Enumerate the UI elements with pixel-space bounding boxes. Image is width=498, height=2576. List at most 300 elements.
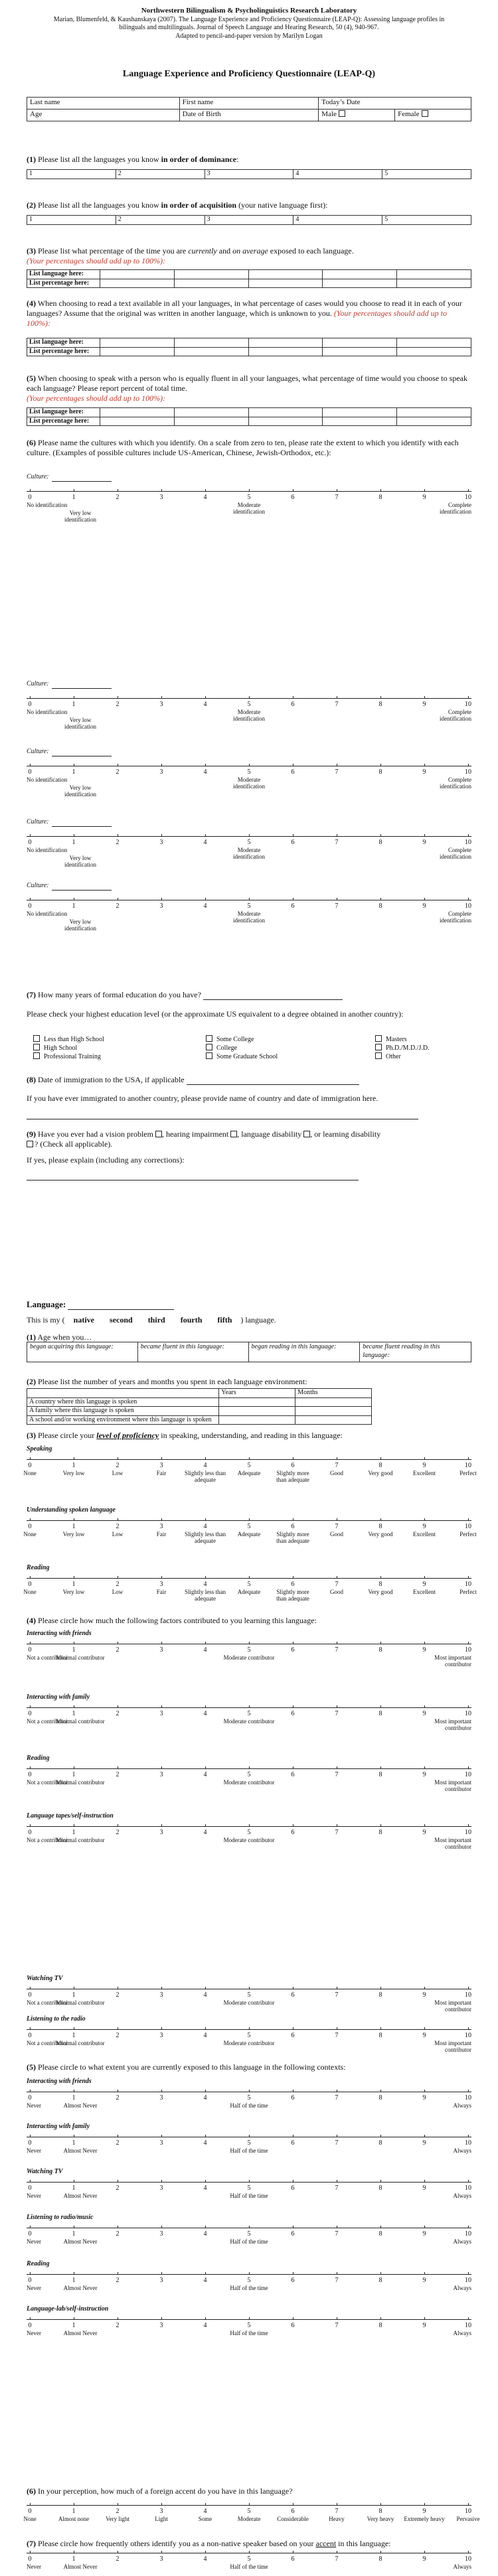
scale-number[interactable]: 10 <box>465 1523 471 1530</box>
scale-number[interactable]: 3 <box>159 2230 163 2238</box>
edu-option[interactable]: High School <box>33 1044 77 1053</box>
scale-number[interactable]: 5 <box>247 2032 251 2039</box>
education-years-input[interactable] <box>203 999 343 1000</box>
scale-number[interactable]: 0 <box>28 1771 32 1778</box>
scale-number[interactable]: 2 <box>116 2139 120 2147</box>
q4-cell[interactable] <box>397 347 471 356</box>
scale-number[interactable]: 3 <box>159 1523 163 1530</box>
culture-input[interactable] <box>52 688 112 689</box>
scale-number[interactable]: 2 <box>116 2277 120 2284</box>
scale-number[interactable]: 10 <box>465 1581 471 1588</box>
q2-cell[interactable]: 2 <box>116 216 205 225</box>
scale-number[interactable]: 2 <box>116 2230 120 2238</box>
scale-number[interactable]: 10 <box>465 2094 471 2102</box>
scale-number[interactable]: 7 <box>335 2139 339 2147</box>
scale-number[interactable]: 1 <box>72 902 76 910</box>
scale-number[interactable]: 3 <box>159 1710 163 1717</box>
scale-number[interactable]: 10 <box>465 1991 471 1999</box>
scale-number[interactable]: 5 <box>247 1523 251 1530</box>
scale-number[interactable]: 4 <box>203 2139 207 2147</box>
scale-number[interactable]: 7 <box>335 1462 339 1469</box>
scale-number[interactable]: 2 <box>116 1462 120 1469</box>
age-began-acquiring[interactable]: began acquiring this language: <box>27 1342 138 1362</box>
q3-cell[interactable] <box>174 270 248 279</box>
scale-number[interactable]: 0 <box>28 494 32 501</box>
scale-number[interactable]: 5 <box>247 1581 251 1588</box>
scale-number[interactable]: 4 <box>203 1829 207 1836</box>
scale-number[interactable]: 8 <box>378 1581 382 1588</box>
scale-number[interactable]: 7 <box>335 2277 339 2284</box>
scale-number[interactable]: 2 <box>116 2322 120 2329</box>
scale-number[interactable]: 2 <box>116 1523 120 1530</box>
q2-cell[interactable]: 4 <box>293 216 382 225</box>
scale-number[interactable]: 6 <box>291 1771 295 1778</box>
q3-cell[interactable] <box>100 279 174 288</box>
scale-number[interactable]: 1 <box>72 2184 76 2192</box>
scale-number[interactable]: 5 <box>247 2555 251 2563</box>
dob-field[interactable]: Date of Birth <box>179 109 319 121</box>
q5-cell[interactable] <box>100 408 174 417</box>
scale-number[interactable]: 6 <box>291 1710 295 1717</box>
q5-cell[interactable] <box>248 417 323 426</box>
scale-number[interactable]: 3 <box>159 2094 163 2102</box>
scale-number[interactable]: 4 <box>203 1523 207 1530</box>
scale-number[interactable]: 8 <box>378 701 382 708</box>
scale-number[interactable]: 3 <box>159 2508 163 2515</box>
scale-number[interactable]: 9 <box>422 1829 426 1836</box>
scale-number[interactable]: 6 <box>291 2094 295 2102</box>
scale-number[interactable]: 8 <box>378 1646 382 1654</box>
env-years-cell[interactable] <box>219 1407 295 1416</box>
q4-cell[interactable] <box>174 338 248 348</box>
scale-number[interactable]: 9 <box>422 902 426 910</box>
first-name-field[interactable]: First name <box>179 98 319 109</box>
scale-number[interactable]: 9 <box>422 2508 426 2515</box>
scale-number[interactable]: 4 <box>203 839 207 846</box>
scale-number[interactable]: 4 <box>203 2032 207 2039</box>
scale-number[interactable]: 7 <box>335 1991 339 1999</box>
scale-number[interactable]: 6 <box>291 2508 295 2515</box>
scale-number[interactable]: 9 <box>422 2230 426 2238</box>
scale-number[interactable]: 0 <box>28 1462 32 1469</box>
scale-number[interactable]: 10 <box>465 1771 471 1778</box>
scale-number[interactable]: 6 <box>291 902 295 910</box>
scale-number[interactable]: 1 <box>72 2094 76 2102</box>
q4-cell[interactable] <box>174 347 248 356</box>
scale-number[interactable]: 3 <box>159 1991 163 1999</box>
scale-number[interactable]: 6 <box>291 494 295 501</box>
scale-number[interactable]: 2 <box>116 2555 120 2563</box>
scale-number[interactable]: 1 <box>72 2322 76 2329</box>
scale-number[interactable]: 6 <box>291 1646 295 1654</box>
scale-number[interactable]: 2 <box>116 2184 120 2192</box>
scale-number[interactable]: 6 <box>291 2555 295 2563</box>
scale-number[interactable]: 5 <box>247 2230 251 2238</box>
scale-number[interactable]: 1 <box>72 2032 76 2039</box>
scale-number[interactable]: 4 <box>203 2277 207 2284</box>
env-months-cell[interactable] <box>295 1397 372 1407</box>
env-months-cell[interactable] <box>295 1407 372 1416</box>
q2-cell[interactable]: 5 <box>382 216 471 225</box>
scale-number[interactable]: 9 <box>422 2277 426 2284</box>
scale-number[interactable]: 10 <box>465 2555 471 2563</box>
scale-number[interactable]: 0 <box>28 2184 32 2192</box>
female-checkbox[interactable] <box>422 110 428 117</box>
scale-number[interactable]: 2 <box>116 902 120 910</box>
scale-number[interactable]: 3 <box>159 902 163 910</box>
scale-number[interactable]: 2 <box>116 701 120 708</box>
q4-cell[interactable] <box>248 338 323 348</box>
scale-number[interactable]: 0 <box>28 839 32 846</box>
q5-cell[interactable] <box>174 417 248 426</box>
age-field[interactable]: Age <box>27 109 180 121</box>
edu-option[interactable]: Other <box>375 1052 401 1062</box>
scale-number[interactable]: 6 <box>291 1991 295 1999</box>
scale-number[interactable]: 7 <box>335 2184 339 2192</box>
scale-number[interactable]: 5 <box>247 1462 251 1469</box>
culture-input[interactable] <box>52 481 112 482</box>
edu-option[interactable]: Masters <box>375 1035 407 1044</box>
scale-number[interactable]: 10 <box>465 701 471 708</box>
scale-number[interactable]: 0 <box>28 1829 32 1836</box>
scale-number[interactable]: 8 <box>378 1771 382 1778</box>
scale-number[interactable]: 8 <box>378 839 382 846</box>
scale-number[interactable]: 8 <box>378 2322 382 2329</box>
scale-number[interactable]: 10 <box>465 1646 471 1654</box>
scale-number[interactable]: 3 <box>159 1462 163 1469</box>
ordinal-fourth[interactable]: fourth <box>180 1315 203 1324</box>
scale-number[interactable]: 1 <box>72 2230 76 2238</box>
scale-number[interactable]: 7 <box>335 1771 339 1778</box>
q5-cell[interactable] <box>323 417 397 426</box>
q2-cell[interactable]: 3 <box>205 216 293 225</box>
q4-cell[interactable] <box>248 347 323 356</box>
scale-number[interactable]: 7 <box>335 902 339 910</box>
scale-number[interactable]: 1 <box>72 1771 76 1778</box>
q1-cell[interactable]: 1 <box>27 170 116 179</box>
scale-number[interactable]: 10 <box>465 1710 471 1717</box>
scale-number[interactable]: 10 <box>465 768 471 776</box>
scale-number[interactable]: 4 <box>203 494 207 501</box>
male-option[interactable]: Male <box>319 109 395 121</box>
scale-number[interactable]: 9 <box>422 1523 426 1530</box>
scale-number[interactable]: 0 <box>28 1710 32 1717</box>
q2-cell[interactable]: 1 <box>27 216 116 225</box>
scale-number[interactable]: 0 <box>28 701 32 708</box>
scale-number[interactable]: 10 <box>465 2322 471 2329</box>
scale-number[interactable]: 4 <box>203 2555 207 2563</box>
scale-number[interactable]: 0 <box>28 2277 32 2284</box>
scale-number[interactable]: 7 <box>335 2555 339 2563</box>
scale-number[interactable]: 1 <box>72 1710 76 1717</box>
scale-number[interactable]: 9 <box>422 1581 426 1588</box>
scale-number[interactable]: 3 <box>159 839 163 846</box>
q1-cell[interactable]: 5 <box>382 170 471 179</box>
scale-number[interactable]: 9 <box>422 768 426 776</box>
scale-number[interactable]: 7 <box>335 839 339 846</box>
q3-cell[interactable] <box>248 270 323 279</box>
scale-number[interactable]: 8 <box>378 2555 382 2563</box>
scale-number[interactable]: 2 <box>116 2032 120 2039</box>
scale-number[interactable]: 8 <box>378 1523 382 1530</box>
scale-number[interactable]: 9 <box>422 2094 426 2102</box>
scale-number[interactable]: 1 <box>72 2139 76 2147</box>
age-fluent-reading[interactable]: became fluent reading in this language: <box>360 1342 471 1362</box>
scale-number[interactable]: 0 <box>28 2139 32 2147</box>
scale-number[interactable]: 10 <box>465 2184 471 2192</box>
ordinal-fifth[interactable]: fifth <box>217 1315 232 1324</box>
male-checkbox[interactable] <box>339 110 345 117</box>
q5-cell[interactable] <box>100 417 174 426</box>
scale-number[interactable]: 0 <box>28 1991 32 1999</box>
scale-number[interactable]: 0 <box>28 1646 32 1654</box>
scale-number[interactable]: 0 <box>28 768 32 776</box>
q3-cell[interactable] <box>248 279 323 288</box>
scale-number[interactable]: 5 <box>247 1771 251 1778</box>
scale-number[interactable]: 6 <box>291 2230 295 2238</box>
scale-number[interactable]: 4 <box>203 1991 207 1999</box>
scale-number[interactable]: 7 <box>335 701 339 708</box>
scale-number[interactable]: 9 <box>422 2139 426 2147</box>
scale-number[interactable]: 3 <box>159 2184 163 2192</box>
scale-number[interactable]: 6 <box>291 2277 295 2284</box>
scale-number[interactable]: 8 <box>378 2277 382 2284</box>
scale-number[interactable]: 8 <box>378 2184 382 2192</box>
scale-number[interactable]: 5 <box>247 1991 251 1999</box>
scale-number[interactable]: 5 <box>247 902 251 910</box>
scale-number[interactable]: 0 <box>28 1523 32 1530</box>
scale-number[interactable]: 7 <box>335 1523 339 1530</box>
q3-cell[interactable] <box>397 270 471 279</box>
scale-number[interactable]: 8 <box>378 2032 382 2039</box>
scale-number[interactable]: 2 <box>116 1710 120 1717</box>
scale-number[interactable]: 4 <box>203 1646 207 1654</box>
scale-number[interactable]: 1 <box>72 2277 76 2284</box>
scale-number[interactable]: 8 <box>378 1991 382 1999</box>
last-name-field[interactable]: Last name <box>27 98 180 109</box>
scale-number[interactable]: 5 <box>247 1710 251 1717</box>
scale-number[interactable]: 3 <box>159 2555 163 2563</box>
scale-number[interactable]: 5 <box>247 839 251 846</box>
scale-number[interactable]: 1 <box>72 1581 76 1588</box>
scale-number[interactable]: 3 <box>159 1829 163 1836</box>
scale-number[interactable]: 5 <box>247 768 251 776</box>
scale-number[interactable]: 3 <box>159 768 163 776</box>
scale-number[interactable]: 7 <box>335 494 339 501</box>
scale-number[interactable]: 3 <box>159 2322 163 2329</box>
scale-number[interactable]: 4 <box>203 768 207 776</box>
scale-number[interactable]: 10 <box>465 2277 471 2284</box>
scale-number[interactable]: 2 <box>116 2094 120 2102</box>
scale-number[interactable]: 2 <box>116 2508 120 2515</box>
scale-number[interactable]: 8 <box>378 494 382 501</box>
q1-cell[interactable]: 4 <box>293 170 382 179</box>
scale-number[interactable]: 7 <box>335 2230 339 2238</box>
q1-cell[interactable]: 3 <box>205 170 293 179</box>
scale-number[interactable]: 2 <box>116 1829 120 1836</box>
scale-number[interactable]: 5 <box>247 494 251 501</box>
scale-number[interactable]: 5 <box>247 2139 251 2147</box>
scale-number[interactable]: 3 <box>159 2277 163 2284</box>
scale-number[interactable]: 4 <box>203 1581 207 1588</box>
hearing-checkbox[interactable] <box>230 1131 237 1137</box>
scale-number[interactable]: 9 <box>422 2555 426 2563</box>
q5-cell[interactable] <box>397 417 471 426</box>
scale-number[interactable]: 0 <box>28 2508 32 2515</box>
q5-cell[interactable] <box>397 408 471 417</box>
scale-number[interactable]: 8 <box>378 2094 382 2102</box>
q4-cell[interactable] <box>100 347 174 356</box>
language-disability-checkbox[interactable] <box>303 1131 310 1137</box>
scale-number[interactable]: 0 <box>28 2555 32 2563</box>
scale-number[interactable]: 9 <box>422 1771 426 1778</box>
learning-disability-checkbox[interactable] <box>27 1141 33 1147</box>
scale-number[interactable]: 10 <box>465 1829 471 1836</box>
scale-number[interactable]: 6 <box>291 1462 295 1469</box>
scale-number[interactable]: 10 <box>465 494 471 501</box>
q5-cell[interactable] <box>323 408 397 417</box>
scale-number[interactable]: 8 <box>378 2508 382 2515</box>
scale-number[interactable]: 2 <box>116 768 120 776</box>
scale-number[interactable]: 6 <box>291 2322 295 2329</box>
scale-number[interactable]: 1 <box>72 768 76 776</box>
scale-number[interactable]: 0 <box>28 2094 32 2102</box>
scale-number[interactable]: 2 <box>116 1646 120 1654</box>
scale-number[interactable]: 5 <box>247 1646 251 1654</box>
scale-number[interactable]: 3 <box>159 1646 163 1654</box>
scale-number[interactable]: 9 <box>422 839 426 846</box>
scale-number[interactable]: 6 <box>291 768 295 776</box>
scale-number[interactable]: 3 <box>159 1581 163 1588</box>
q4-cell[interactable] <box>323 338 397 348</box>
scale-number[interactable]: 6 <box>291 2184 295 2192</box>
scale-number[interactable]: 10 <box>465 2139 471 2147</box>
todays-date-field[interactable]: Today’s Date <box>319 98 471 109</box>
scale-number[interactable]: 10 <box>465 1462 471 1469</box>
scale-number[interactable]: 6 <box>291 701 295 708</box>
scale-number[interactable]: 9 <box>422 2322 426 2329</box>
q4-cell[interactable] <box>397 338 471 348</box>
scale-number[interactable]: 10 <box>465 839 471 846</box>
scale-number[interactable]: 10 <box>465 902 471 910</box>
scale-number[interactable]: 0 <box>28 1581 32 1588</box>
scale-number[interactable]: 1 <box>72 494 76 501</box>
q9-answer-line[interactable] <box>27 1180 359 1181</box>
scale-number[interactable]: 5 <box>247 2508 251 2515</box>
scale-number[interactable]: 9 <box>422 1991 426 1999</box>
scale-number[interactable]: 1 <box>72 1462 76 1469</box>
age-began-reading[interactable]: began reading in this language: <box>248 1342 360 1362</box>
culture-input[interactable] <box>52 890 112 891</box>
scale-number[interactable]: 5 <box>247 2277 251 2284</box>
scale-number[interactable]: 5 <box>247 2322 251 2329</box>
scale-number[interactable]: 3 <box>159 1771 163 1778</box>
scale-number[interactable]: 8 <box>378 1829 382 1836</box>
scale-number[interactable]: 8 <box>378 1710 382 1717</box>
scale-number[interactable]: 0 <box>28 2322 32 2329</box>
scale-number[interactable]: 1 <box>72 1829 76 1836</box>
scale-number[interactable]: 1 <box>72 1646 76 1654</box>
scale-number[interactable]: 10 <box>465 2508 471 2515</box>
culture-input[interactable] <box>52 826 112 827</box>
scale-number[interactable]: 8 <box>378 902 382 910</box>
scale-number[interactable]: 2 <box>116 1771 120 1778</box>
scale-number[interactable]: 8 <box>378 2139 382 2147</box>
scale-number[interactable]: 5 <box>247 1829 251 1836</box>
scale-number[interactable]: 2 <box>116 1581 120 1588</box>
scale-number[interactable]: 9 <box>422 2184 426 2192</box>
scale-number[interactable]: 7 <box>335 1646 339 1654</box>
age-fluent[interactable]: became fluent in this language: <box>137 1342 248 1362</box>
scale-number[interactable]: 9 <box>422 494 426 501</box>
scale-number[interactable]: 0 <box>28 902 32 910</box>
scale-number[interactable]: 7 <box>335 1581 339 1588</box>
scale-number[interactable]: 8 <box>378 1462 382 1469</box>
female-option[interactable]: Female <box>395 109 471 121</box>
scale-number[interactable]: 0 <box>28 2230 32 2238</box>
scale-number[interactable]: 0 <box>28 2032 32 2039</box>
q3-cell[interactable] <box>323 270 397 279</box>
scale-number[interactable]: 9 <box>422 701 426 708</box>
language-name-input[interactable] <box>68 1309 174 1310</box>
scale-number[interactable]: 9 <box>422 2032 426 2039</box>
scale-number[interactable]: 4 <box>203 1710 207 1717</box>
scale-number[interactable]: 2 <box>116 839 120 846</box>
scale-number[interactable]: 5 <box>247 2094 251 2102</box>
scale-number[interactable]: 5 <box>247 701 251 708</box>
scale-number[interactable]: 7 <box>335 2322 339 2329</box>
scale-number[interactable]: 10 <box>465 2230 471 2238</box>
scale-number[interactable]: 4 <box>203 2184 207 2192</box>
scale-number[interactable]: 1 <box>72 1523 76 1530</box>
scale-number[interactable]: 4 <box>203 2508 207 2515</box>
scale-number[interactable]: 4 <box>203 1771 207 1778</box>
scale-number[interactable]: 7 <box>335 768 339 776</box>
scale-number[interactable]: 4 <box>203 902 207 910</box>
env-years-cell[interactable] <box>219 1415 295 1425</box>
scale-number[interactable]: 10 <box>465 2032 471 2039</box>
scale-number[interactable]: 7 <box>335 2508 339 2515</box>
env-years-cell[interactable] <box>219 1397 295 1407</box>
scale-number[interactable]: 9 <box>422 1646 426 1654</box>
edu-option[interactable]: Ph.D./M.D./J.D. <box>375 1044 430 1053</box>
q4-cell[interactable] <box>323 347 397 356</box>
scale-number[interactable]: 6 <box>291 1523 295 1530</box>
scale-number[interactable]: 7 <box>335 1829 339 1836</box>
scale-number[interactable]: 1 <box>72 2508 76 2515</box>
scale-number[interactable]: 1 <box>72 839 76 846</box>
q3-cell[interactable] <box>397 279 471 288</box>
edu-option[interactable]: Professional Training <box>33 1052 101 1062</box>
scale-number[interactable]: 9 <box>422 1462 426 1469</box>
scale-number[interactable]: 6 <box>291 839 295 846</box>
scale-number[interactable]: 6 <box>291 2032 295 2039</box>
scale-number[interactable]: 4 <box>203 1462 207 1469</box>
scale-number[interactable]: 2 <box>116 494 120 501</box>
scale-number[interactable]: 7 <box>335 1710 339 1717</box>
scale-number[interactable]: 6 <box>291 1829 295 1836</box>
ordinal-native[interactable]: native <box>73 1315 95 1324</box>
q3-cell[interactable] <box>174 279 248 288</box>
scale-number[interactable]: 4 <box>203 701 207 708</box>
scale-number[interactable]: 8 <box>378 2230 382 2238</box>
scale-number[interactable]: 6 <box>291 2139 295 2147</box>
scale-number[interactable]: 1 <box>72 2555 76 2563</box>
scale-number[interactable]: 9 <box>422 1710 426 1717</box>
q3-cell[interactable] <box>323 279 397 288</box>
scale-number[interactable]: 4 <box>203 2094 207 2102</box>
scale-number[interactable]: 4 <box>203 2322 207 2329</box>
